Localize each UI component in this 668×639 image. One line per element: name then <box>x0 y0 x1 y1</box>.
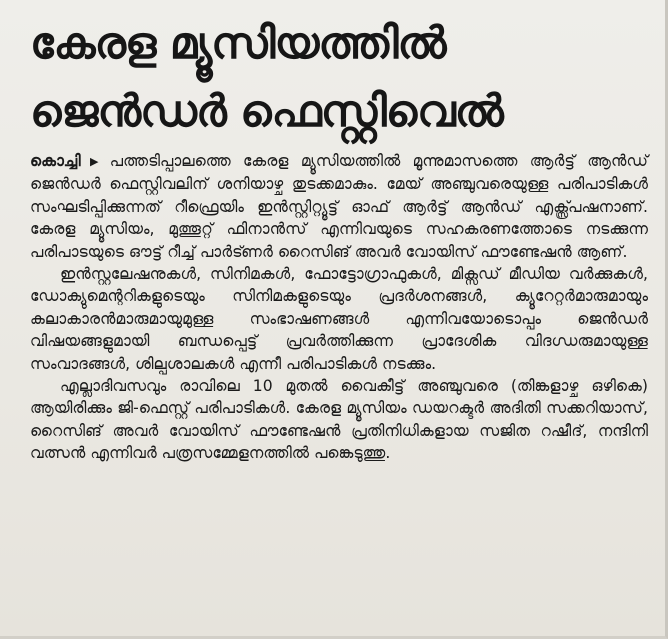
headline-line-1: കേരള മ്യൂസിയത്തിൽ <box>30 18 446 69</box>
paragraph-3 <box>30 375 648 465</box>
paragraph-2-text: ഇൻസ്റ്റലേഷനുകൾ, സിനിമകൾ, ഫോട്ടോഗ്രാഫുകൾ, മിക്സഡ് മീഡിയ വർക്കുകൾ, ഡോക്യുമെന്ററികളുടെയും സിനിമകളുടെയും പ്രദർശനങ്ങൾ, ക്യൂറേറ്റർമാരുമായും കലാകാരൻമാരുമായുമുള്ള സംഭാഷണങ്ങൾ എന്നിവയോടൊപ്പം ജെൻഡർ വിഷയങ്ങളുമായി ബന്ധപ്പെട്ട് പ്രവർത്തിക്കുന്ന പ്രാദേശിക വിദഗ്ധരുമായുള്ള സംവാദങ്ങൾ, ശില്പശാലകൾ എന്നീ പരിപാടികൾ നടക്കും. <box>30 265 648 373</box>
paragraph-1-text: പത്തടിപ്പാലത്തെ കേരള മ്യൂസിയത്തിൽ മൂന്നുമാസത്തെ ആർട്ട് ആൻഡ് ജെൻഡർ ഫെസ്റ്റിവലിന് ശനിയാഴ്ച തുടക്കമാകും. മേയ് അഞ്ചുവരെയുള്ള പരിപാടികൾ സംഘടിപ്പിക്കുന്നത് റീഫ്രെയിം ഇൻസ്റ്റിറ്റ്യൂട്ട് ഓഫ് ആർട്ട് ആൻഡ് എക്സ്പ്രഷനാണ്. കേരള മ്യൂസിയം, മുത്തൂറ്റ് ഫിനാൻസ് എന്നിവയുടെ സഹകരണത്തോടെ നടക്കുന്ന പരിപാടയുടെ ഔട്ട് റീച്ച് പാർട്ണർ റൈസിങ് അവർ വോയിസ് ഫൗണ്ടേഷൻ ആണ്. <box>30 152 648 261</box>
right-triangle-icon: ▶ <box>82 155 106 168</box>
article-body <box>30 150 648 465</box>
paragraph-2 <box>30 263 648 375</box>
paragraph-3-text: എല്ലാദിവസവും രാവിലെ 10 മുതൽ വൈകീട്ട് അഞ്ചുവരെ (തിങ്കളാഴ്ച ഒഴികെ) ആയിരിക്കും ജി-ഫെസ്റ്റ് പരിപാടികൾ. കേരള മ്യൂസിയം ഡയറക്ടർ അദിതി സക്കറിയാസ്, റൈസിങ് അവർ വോയിസ് ഫൗണ്ടേഷൻ പ്രതിനിധികളായ സജിത റഷീദ്, നന്ദിനി വത്സൻ എന്നിവർ പത്രസമ്മേളനത്തിൽ പങ്കെടുത്തു. <box>30 377 648 463</box>
dateline: കൊച്ചി <box>30 152 81 170</box>
headline <box>30 10 650 146</box>
headline-line-2: ജെൻഡർ ഫെസ്റ്റിവെൽ <box>30 86 503 137</box>
paragraph-1 <box>30 150 648 263</box>
